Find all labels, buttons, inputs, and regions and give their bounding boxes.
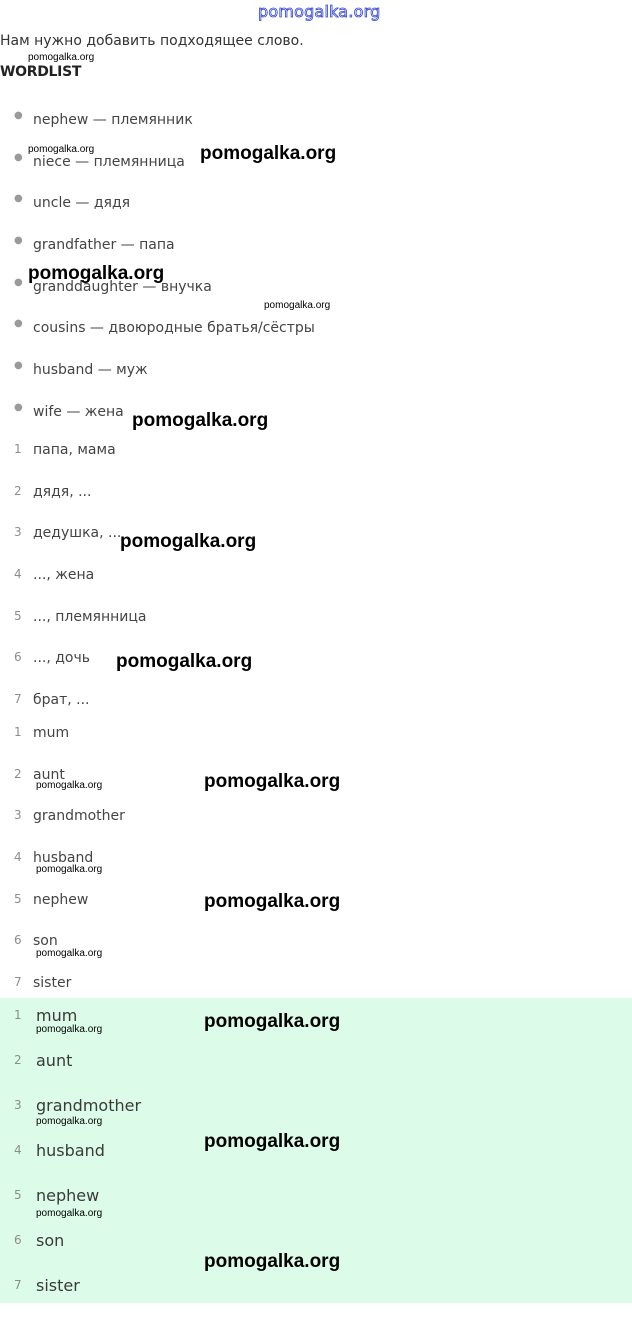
watermark: pomogalka.org	[204, 891, 341, 912]
task-text: ..., дочь	[33, 650, 91, 667]
word-text: mum	[33, 725, 70, 741]
task-text: дядя, ...	[33, 483, 92, 500]
wordlist-entry: nephew — племянник	[33, 112, 193, 128]
item-number: 7	[14, 1278, 22, 1292]
watermark: pomogalka.org	[204, 1251, 341, 1272]
answer-text: son	[36, 1231, 65, 1250]
word-text: sister	[33, 975, 72, 992]
item-number: 6	[14, 650, 22, 665]
answer-text: grandmother	[36, 1096, 142, 1115]
task-text: брат, ...	[33, 692, 90, 709]
watermark: pomogalka.org	[132, 410, 269, 431]
word-text: son	[33, 933, 58, 950]
watermark: pomogalka.org	[204, 1011, 341, 1032]
answer-text: sister	[36, 1276, 80, 1295]
watermark: pomogalka.org	[36, 1208, 103, 1219]
item-number: 5	[14, 891, 22, 906]
watermark: pomogalka.org	[28, 263, 165, 284]
word-text: grandmother	[33, 808, 125, 825]
wordlist-entry: uncle — дядя	[33, 195, 131, 212]
item-number: 2	[14, 766, 22, 781]
answer-text: nephew	[36, 1186, 100, 1205]
item-number: 4	[14, 850, 22, 865]
wordlist-entry: wife — жена	[33, 403, 124, 420]
wordlist-entry: grandfather — папа	[33, 237, 175, 254]
watermark: pomogalka.org	[36, 780, 103, 791]
item-number: 3	[14, 808, 22, 823]
item-number: 7	[14, 692, 22, 707]
wordlist-entry: granddaughter — внучка	[33, 278, 212, 295]
bullet-icon: ●	[14, 235, 23, 247]
watermark: pomogalka.org	[116, 651, 253, 672]
watermark: pomogalka.org	[28, 52, 95, 63]
site-logo: pomogalka.org	[258, 2, 381, 21]
watermark: pomogalka.org	[36, 1116, 103, 1127]
item-number: 3	[14, 525, 22, 540]
bullet-icon: ●	[14, 151, 23, 163]
item-number: 2	[14, 483, 22, 498]
item-number: 7	[14, 975, 22, 990]
watermark: pomogalka.org	[36, 1024, 103, 1035]
watermark: pomogalka.org	[36, 864, 103, 875]
item-number: 2	[14, 1053, 22, 1067]
item-number: 4	[14, 1143, 22, 1157]
answer-text: mum	[36, 1006, 78, 1025]
watermark: pomogalka.org	[36, 948, 103, 959]
watermark: pomogalka.org	[120, 531, 257, 552]
watermark: pomogalka.org	[28, 144, 95, 155]
answer-text: husband	[36, 1141, 105, 1160]
bullet-icon: ●	[14, 110, 23, 121]
item-number: 5	[14, 1188, 22, 1202]
wordlist-heading: WORDLIST	[0, 64, 82, 80]
wordlist-entry: cousins — двоюродные братья/сёстры	[33, 320, 315, 337]
task-text: ..., племянница	[33, 608, 147, 625]
item-number: 6	[14, 1233, 22, 1247]
item-number: 1	[14, 442, 22, 456]
item-number: 6	[14, 933, 22, 948]
task-text: ..., жена	[33, 567, 95, 584]
word-text: nephew	[33, 891, 89, 908]
task-text: папа, мама	[33, 442, 116, 458]
item-number: 4	[14, 567, 22, 582]
bullet-icon: ●	[14, 318, 23, 330]
bullet-icon: ●	[14, 401, 23, 413]
intro-text: Нам нужно добавить подходящее слово.	[0, 33, 304, 49]
watermark: pomogalka.org	[264, 300, 331, 311]
word-text: aunt	[33, 766, 65, 783]
answer-text: aunt	[36, 1051, 73, 1070]
bullet-icon: ●	[14, 360, 23, 372]
watermark: pomogalka.org	[204, 1131, 341, 1152]
bullet-icon: ●	[14, 276, 23, 288]
bullet-icon: ●	[14, 193, 23, 205]
word-text: husband	[33, 850, 94, 867]
item-number: 3	[14, 1098, 22, 1112]
item-number: 5	[14, 608, 22, 623]
item-number: 1	[14, 725, 22, 739]
wordlist-entry: niece — племянница	[33, 153, 185, 170]
item-number: 1	[14, 1008, 22, 1022]
watermark: pomogalka.org	[204, 771, 341, 792]
wordlist-entry: husband — муж	[33, 362, 148, 379]
task-text: дедушка, ...	[33, 525, 122, 542]
watermark: pomogalka.org	[200, 143, 337, 164]
